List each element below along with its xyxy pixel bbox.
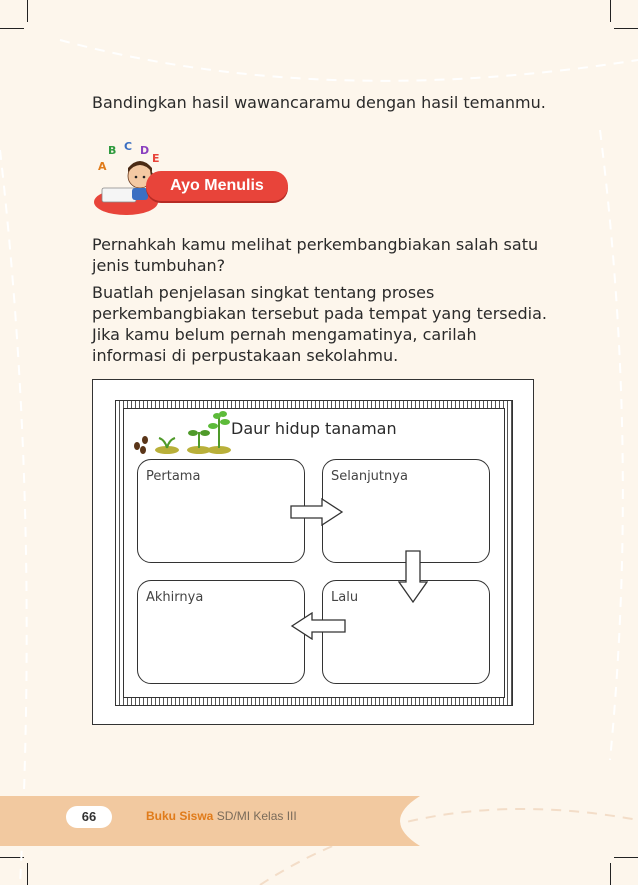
answer-box-pertama[interactable] [137, 459, 305, 563]
instruction-paragraph: Buatlah penjelasan singkat tentang proses perkembangbiakan tersebut pada tempat yang tersedia. Jika kamu belum pernah mengamatinya, carilah informasi di perpustakaan sekolahmu. [92, 283, 547, 365]
letter-d: D [140, 144, 150, 157]
letter-e: E [152, 152, 160, 165]
intro-paragraph: Bandingkan hasil wawancaramu dengan hasil temanmu. [92, 93, 546, 112]
box-label-pertama: Pertama [146, 469, 201, 484]
book-title [146, 809, 297, 823]
box-label-selanjutnya: Selanjutnya [331, 469, 408, 484]
arrow-down-icon [398, 550, 428, 604]
box-label-lalu: Lalu [331, 590, 359, 605]
book-title-bold: Buku Siswa [146, 809, 214, 823]
plant-growth-icon [129, 406, 239, 456]
box-label-akhirnya: Akhirnya [146, 590, 204, 605]
book-title-rest: SD/MI Kelas III [213, 809, 297, 823]
worksheet-frame [92, 379, 534, 725]
page-number: 66 [66, 806, 112, 828]
arrow-left-icon [290, 612, 346, 640]
question-paragraph: Pernahkah kamu melihat perkembangbiakan salah satu jenis tumbuhan? [92, 235, 539, 275]
answer-box-selanjutnya[interactable] [322, 459, 490, 563]
ayo-menulis-badge: Ayo Menulis [146, 171, 288, 201]
letter-b: B [108, 144, 117, 157]
arrow-right-icon [290, 498, 344, 526]
answer-box-akhirnya[interactable] [137, 580, 305, 684]
letter-a: A [98, 160, 107, 173]
worksheet-title: Daur hidup tanaman [231, 419, 397, 438]
letter-c: C [124, 140, 133, 153]
